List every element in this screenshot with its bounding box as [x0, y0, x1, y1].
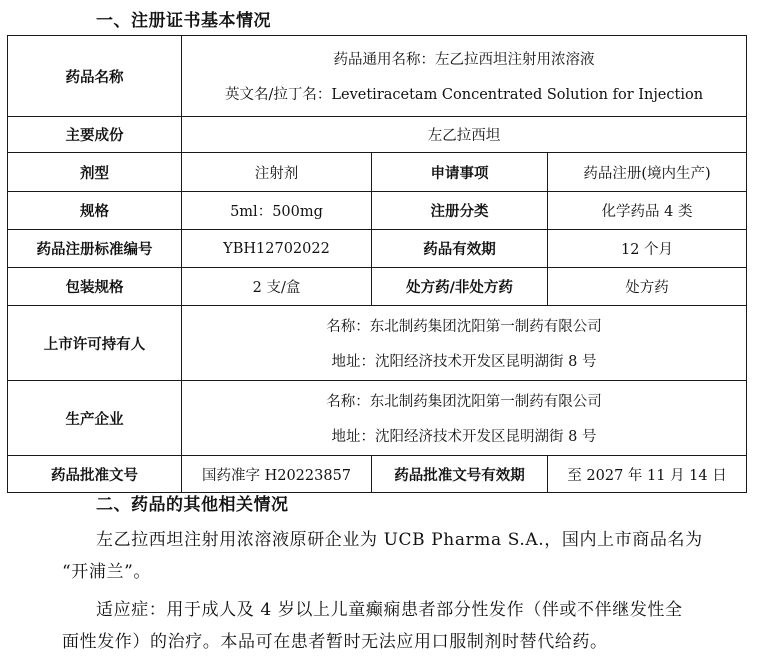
holder-name: 名称：东北制药集团沈阳第一制药有限公司	[326, 319, 602, 335]
reg-class-label: 注册分类	[372, 192, 548, 230]
validity-value: 12 个月	[548, 230, 747, 268]
holder-address: 地址：沈阳经济技术开发区昆明湖街 8 号	[331, 354, 597, 370]
holder-values	[182, 306, 747, 381]
section-2-heading: 二、药品的其他相关情况	[96, 495, 289, 515]
row-spec	[8, 192, 747, 230]
package-value: 2 支/盒	[182, 268, 372, 306]
ingredient-label: 主要成份	[8, 117, 182, 153]
manufacturer-values	[182, 381, 747, 456]
drug-name-label: 药品名称	[8, 36, 182, 117]
dosage-form-value: 注射剂	[182, 153, 372, 192]
row-approval	[8, 456, 747, 493]
drug-name-values	[182, 36, 747, 117]
paragraph-2-line-2: 面性发作）的治疗。本品可在患者暂时无法应用口服制剂时替代给药。	[62, 632, 608, 652]
std-no-value: YBH12702022	[182, 230, 372, 268]
application-label: 申请事项	[372, 153, 548, 192]
paragraph-1-line-1: 左乙拉西坦注射用浓溶液原研企业为 UCB Pharma S.A.，国内上市商品名为	[96, 530, 703, 550]
reg-class-value: 化学药品 4 类	[548, 192, 747, 230]
row-ingredient	[8, 117, 747, 153]
application-value: 药品注册(境内生产)	[548, 153, 747, 192]
paragraph-2-line-1: 适应症：用于成人及 4 岁以上儿童癫痫患者部分性发作（伴或不伴继发性全	[96, 600, 683, 620]
approval-no-label: 药品批准文号	[8, 456, 182, 493]
approval-no-value: 国药准字 H20223857	[182, 456, 372, 493]
generic-name: 药品通用名称：左乙拉西坦注射用浓溶液	[333, 52, 595, 68]
validity-label: 药品有效期	[372, 230, 548, 268]
rx-value: 处方药	[548, 268, 747, 306]
manufacturer-label: 生产企业	[8, 381, 182, 456]
approval-valid-label: 药品批准文号有效期	[372, 456, 548, 493]
spec-value: 5ml：500mg	[182, 192, 372, 230]
row-package	[8, 268, 747, 306]
package-label: 包装规格	[8, 268, 182, 306]
section-1-heading: 一、注册证书基本情况	[96, 11, 271, 31]
manufacturer-name: 名称：东北制药集团沈阳第一制药有限公司	[326, 394, 602, 410]
std-no-label: 药品注册标准编号	[8, 230, 182, 268]
rx-label: 处方药/非处方药	[372, 268, 548, 306]
row-drug-name	[8, 36, 747, 117]
manufacturer-address: 地址：沈阳经济技术开发区昆明湖街 8 号	[331, 429, 597, 445]
row-std-no	[8, 230, 747, 268]
row-holder	[8, 306, 747, 381]
dosage-form-label: 剂型	[8, 153, 182, 192]
approval-valid-value: 至 2027 年 11 月 14 日	[548, 456, 747, 493]
holder-label: 上市许可持有人	[8, 306, 182, 381]
ingredient-value: 左乙拉西坦	[182, 117, 747, 153]
spec-label: 规格	[8, 192, 182, 230]
registration-info-table	[7, 35, 747, 493]
english-name: 英文名/拉丁名：Levetiracetam Concentrated Solution for Injection	[224, 87, 704, 103]
row-manufacturer	[8, 381, 747, 456]
paragraph-1-line-2: “开浦兰”。	[62, 562, 151, 582]
row-dosage-form	[8, 153, 747, 192]
